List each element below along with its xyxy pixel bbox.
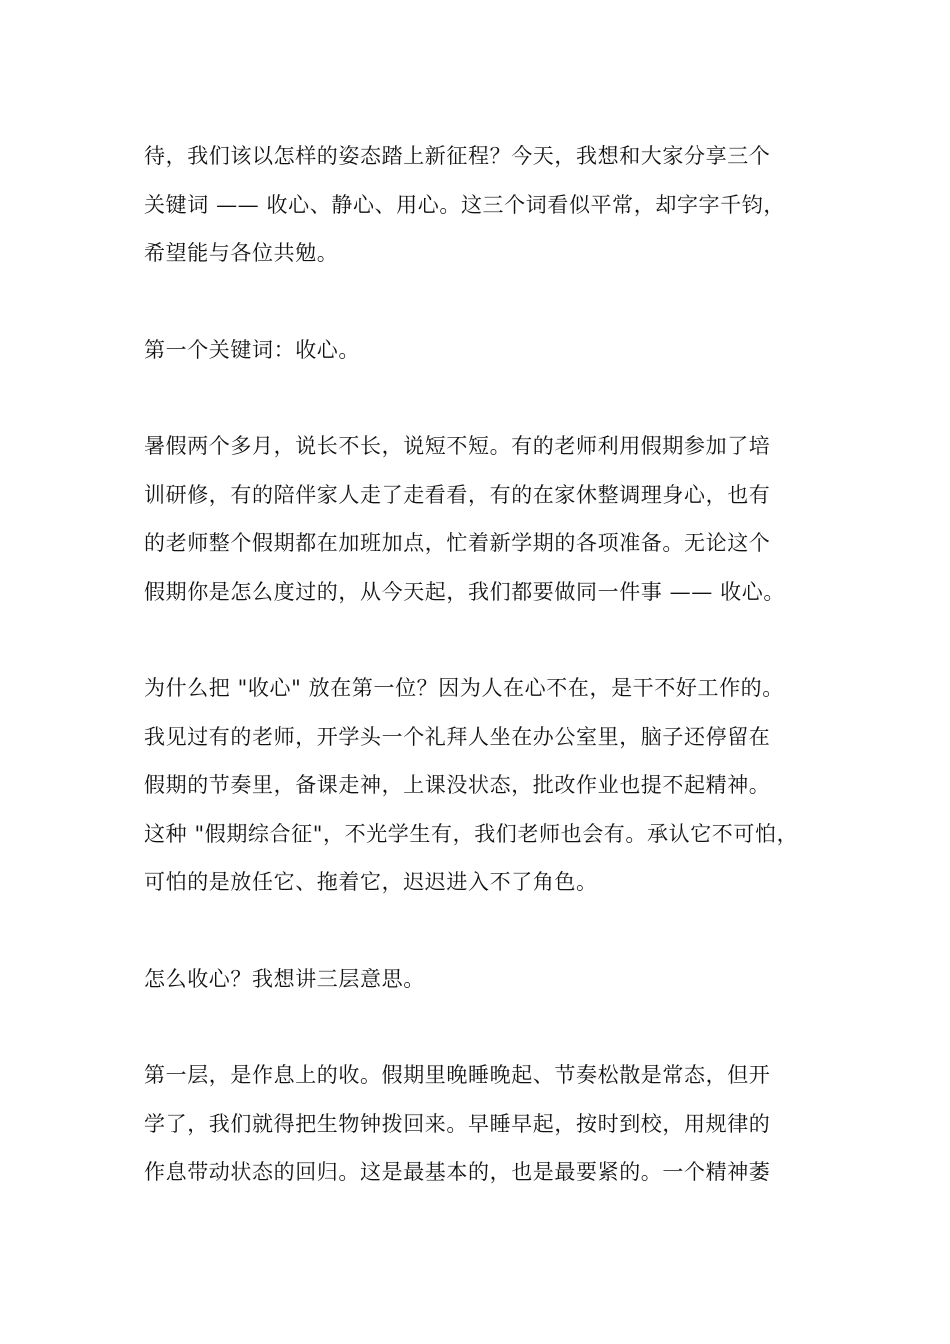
paragraph-first-layer [144, 1051, 844, 1197]
text-line: 这种 "假期综合征"，不光学生有，我们老师也会有。承认它不可怕， [144, 821, 799, 846]
paragraph-intro [144, 132, 844, 278]
paragraph-why-focus [144, 664, 844, 907]
text-line: 待，我们该以怎样的姿态踏上新征程？今天，我想和大家分享三个 [144, 144, 771, 168]
text-line: 的老师整个假期都在加班加点，忙着新学期的各项准备。无论这个 [144, 531, 771, 555]
text-line: 为什么把 "收心" 放在第一位？因为人在心不在，是干不好工作的。 [144, 676, 784, 700]
paragraph-summer-break [144, 422, 844, 616]
text-line: 我见过有的老师，开学头一个礼拜人坐在办公室里，脑子还停留在 [144, 724, 771, 749]
text-line: 可怕的是放任它、拖着它，迟迟进入不了角色。 [144, 870, 598, 894]
text-line: 第一层，是作息上的收。假期里晚睡晚起、节奏松散是常态，但开 [144, 1063, 771, 1087]
text-line: 怎么收心？我想讲三层意思。 [144, 966, 425, 991]
paragraph-how-focus [144, 955, 844, 1004]
text-line: 作息带动状态的回归。这是最基本的，也是最要紧的。一个精神萎 [144, 1160, 771, 1184]
text-line: 关键词 —— 收心、静心、用心。这三个词看似平常，却字字千钧， [144, 192, 785, 217]
text-line: 学了，我们就得把生物钟拨回来。早睡早起，按时到校，用规律的 [144, 1111, 771, 1136]
text-line: 假期的节奏里，备课走神，上课没状态，批改作业也提不起精神。 [144, 773, 771, 797]
text-line: 第一个关键词：收心。 [144, 337, 360, 362]
text-line: 假期你是怎么度过的，从今天起，我们都要做同一件事 —— 收心。 [144, 579, 785, 604]
document-body [144, 132, 844, 1245]
text-line: 希望能与各位共勉。 [144, 241, 339, 265]
section-heading-first-keyword [144, 326, 844, 375]
text-line: 训研修，有的陪伴家人走了走看看，有的在家休整调理身心，也有 [144, 482, 771, 507]
text-line: 暑假两个多月，说长不长，说短不短。有的老师利用假期参加了培 [144, 434, 771, 458]
